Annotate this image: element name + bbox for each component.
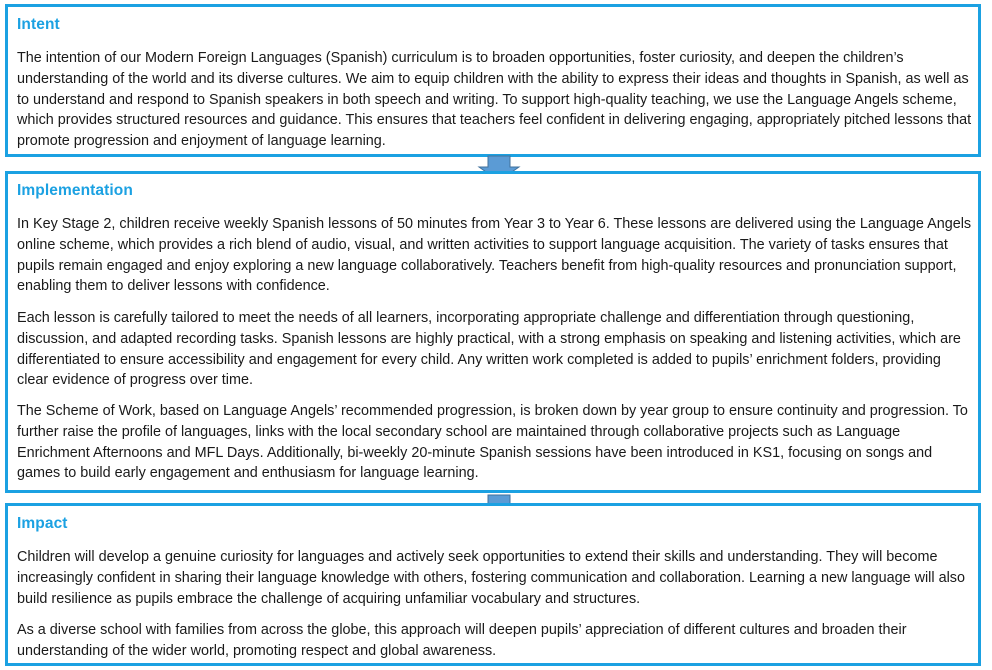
impact-panel [5,503,981,666]
intent-paragraph: The intention of our Modern Foreign Languages (Spanish) curriculum is to broaden opportunities, foster curiosity, and deepen the children’s understanding of the world and its diverse cultures. We aim to equip children with the ability to express their ideas and thoughts in Spanish, as well as to understand and respond to Spanish speakers in both speech and writing. To support high-quality teaching, we use the Language Angels scheme, which provides structured resources and guidance. This ensures that teachers feel confident in delivering engaging, appropriately pitched lessons that promote progression and enjoyment of language learning. [17,50,972,150]
implementation-paragraph-2: Each lesson is carefully tailored to meet the needs of all learners, incorporating appropriate challenge and differentiation through questioning, discussion, and adapted recording tasks. Spanish lessons are highly practical, with a strong emphasis on speaking and listening activities, which are differentiated to ensure accessibility and engagement for every child. Any written work completed is added to pupils’ enrichment folders, providing clear evidence of progress over time. [17,310,961,389]
impact-paragraph-2: As a diverse school with families from across the globe, this approach will deepen pupils’ appreciation of different cultures and broaden their understanding of the wider world, promoting respect and global awareness. [17,622,907,659]
implementation-heading: Implementation [17,182,133,199]
implementation-paragraph-1: In Key Stage 2, children receive weekly Spanish lessons of 50 minutes from Year 3 to Year 6. These lessons are delivered using the Language Angels online scheme, which provides a rich blend of audio, visual, and written activities to support language acquisition. The variety of tasks ensures that pupils remain engaged and enjoy exploring a new language collaboratively. Teachers benefit from high-quality resources and pronunciation support, enabling them to deliver lessons with confidence. [17,216,972,295]
impact-paragraph-1: Children will develop a genuine curiosity for languages and actively seek opportunities to extend their skills and understanding. They will become increasingly confident in sharing their language knowledge with others, fostering communication and collaboration. Learning a new language will also build resilience as pupils embrace the challenge of acquiring unfamiliar vocabulary and structures. [17,549,965,607]
impact-heading: Impact [17,515,68,532]
implementation-panel [5,171,981,493]
intent-panel [5,4,981,157]
implementation-paragraph-3: The Scheme of Work, based on Language Angels’ recommended progression, is broken down by year group to ensure continuity and progression. To further raise the profile of languages, links with the local secondary school are maintained through collaborative projects such as Language Enrichment Afternoons and MFL Days. Additionally, bi-weekly 20-minute Spanish sessions have been introduced in KS1, focusing on songs and games to build early engagement and enthusiasm for language learning. [17,403,968,482]
intent-heading: Intent [17,16,60,33]
